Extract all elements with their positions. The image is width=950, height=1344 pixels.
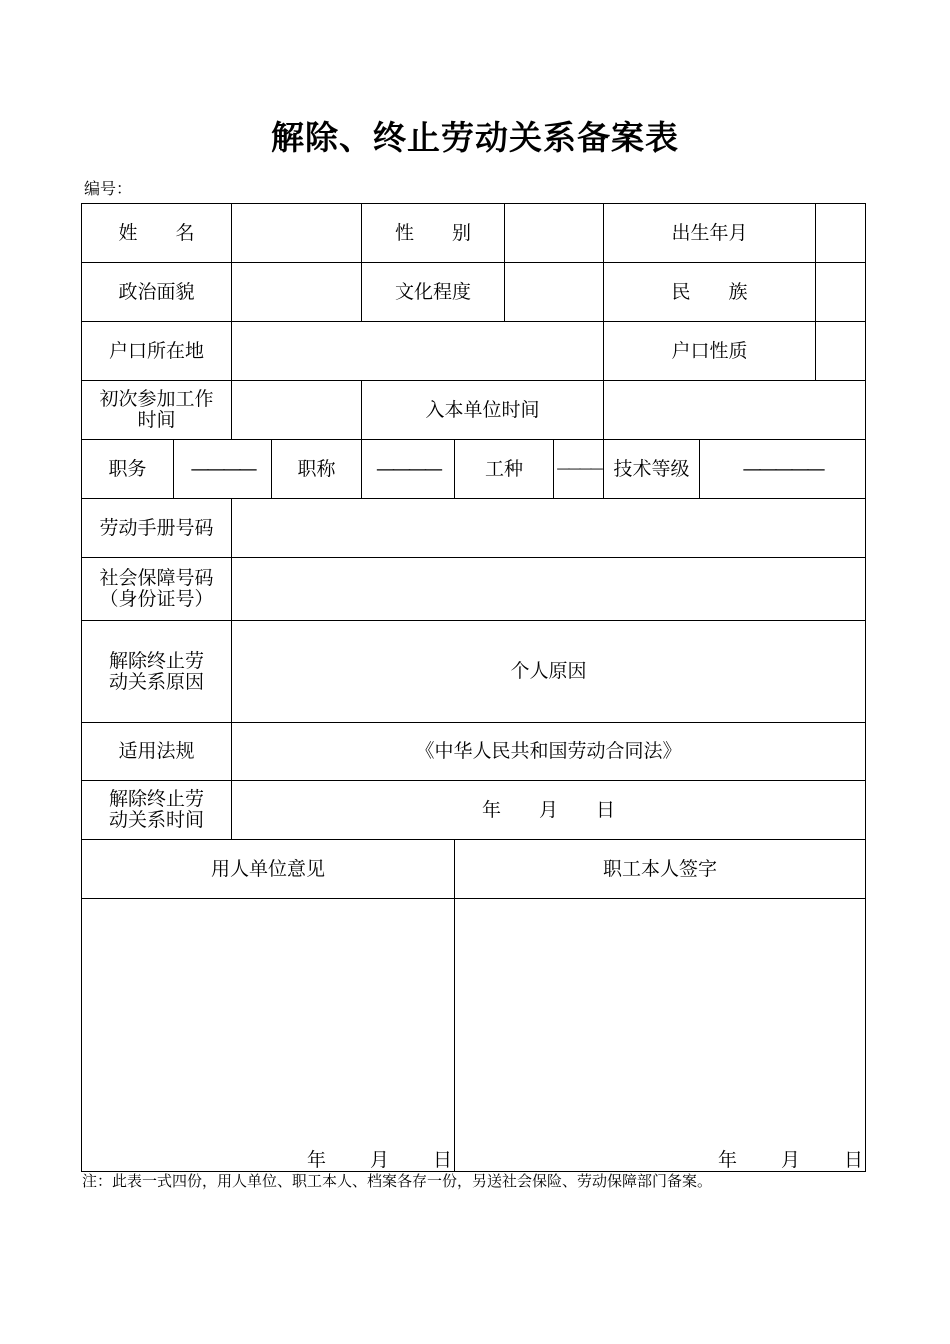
education-label: 文化程度 bbox=[362, 263, 505, 322]
reason-label bbox=[82, 621, 232, 723]
reason-label-line1: 解除终止劳 bbox=[109, 649, 205, 672]
form-title: 解除、终止劳动关系备案表 bbox=[271, 118, 679, 157]
social-security-value[interactable] bbox=[232, 558, 866, 621]
political-label: 政治面貌 bbox=[82, 263, 232, 322]
employee-sign-header: 职工本人签字 bbox=[455, 840, 866, 899]
employer-date-month: 月 bbox=[369, 1149, 389, 1171]
labor-book-label: 劳动手册号码 bbox=[82, 499, 232, 558]
social-security-label bbox=[82, 558, 232, 621]
birth-value[interactable] bbox=[816, 204, 866, 263]
hukou-location-label: 户口所在地 bbox=[82, 322, 232, 381]
employer-date bbox=[307, 1150, 454, 1171]
political-value[interactable] bbox=[232, 263, 362, 322]
labor-book-value[interactable] bbox=[232, 499, 866, 558]
title-rank-label: 职称 bbox=[272, 440, 362, 499]
hukou-type-label: 户口性质 bbox=[604, 322, 816, 381]
employer-date-day: 日 bbox=[433, 1149, 453, 1171]
first-work-label-line1: 初次参加工作 bbox=[99, 388, 214, 410]
skill-level-label: 技术等级 bbox=[604, 440, 700, 499]
birth-label: 出生年月 bbox=[604, 204, 816, 263]
employee-date bbox=[718, 1150, 865, 1171]
education-value[interactable] bbox=[505, 263, 604, 322]
social-security-label-line2: （身份证号） bbox=[99, 588, 214, 610]
name-label: 姓 名 bbox=[82, 204, 232, 263]
social-security-label-line1: 社会保障号码 bbox=[99, 567, 214, 589]
gender-value[interactable] bbox=[505, 204, 604, 263]
first-work-value[interactable] bbox=[232, 381, 362, 440]
job-type-value[interactable]: ———— bbox=[554, 440, 604, 499]
reason-value[interactable]: 个人原因 bbox=[232, 621, 866, 723]
reason-label-line2: 动关系原因 bbox=[109, 670, 205, 693]
position-value[interactable]: ———— bbox=[174, 440, 272, 499]
job-type-label: 工种 bbox=[455, 440, 554, 499]
employer-opinion-area[interactable] bbox=[82, 899, 455, 1172]
employee-date-month: 月 bbox=[781, 1149, 801, 1171]
law-label: 适用法规 bbox=[82, 723, 232, 781]
employee-date-day: 日 bbox=[844, 1149, 864, 1171]
join-date-value[interactable] bbox=[604, 381, 866, 440]
first-work-label bbox=[82, 381, 232, 440]
skill-level-value[interactable]: ————— bbox=[700, 440, 866, 499]
title-rank-value[interactable]: ———— bbox=[362, 440, 455, 499]
termination-time-label-line2: 动关系时间 bbox=[109, 809, 205, 831]
employer-opinion-header: 用人单位意见 bbox=[82, 840, 455, 899]
hukou-type-value[interactable] bbox=[816, 322, 866, 381]
ethnicity-label: 民 族 bbox=[604, 263, 816, 322]
first-work-label-line2: 时间 bbox=[137, 409, 176, 431]
gender-label: 性 别 bbox=[362, 204, 505, 263]
ethnicity-value[interactable] bbox=[816, 263, 866, 322]
filing-form-table bbox=[81, 203, 866, 1172]
hukou-location-value[interactable] bbox=[232, 322, 604, 381]
termination-time-value[interactable]: 年 月 日 bbox=[232, 781, 866, 840]
law-value[interactable]: 《中华人民共和国劳动合同法》 bbox=[232, 723, 866, 781]
termination-time-label-line1: 解除终止劳 bbox=[109, 788, 205, 810]
serial-number-label: 编号： bbox=[84, 179, 133, 198]
join-date-label: 入本单位时间 bbox=[362, 381, 604, 440]
employer-date-year: 年 bbox=[306, 1149, 326, 1171]
position-label: 职务 bbox=[82, 440, 174, 499]
footnote: 注：此表一式四份，用人单位、职工本人、档案各存一份，另送社会保险、劳动保障部门备案。 bbox=[82, 1172, 713, 1190]
name-value[interactable] bbox=[232, 204, 362, 263]
termination-time-label bbox=[82, 781, 232, 840]
employee-date-year: 年 bbox=[718, 1149, 738, 1171]
employee-sign-area[interactable] bbox=[455, 899, 866, 1172]
